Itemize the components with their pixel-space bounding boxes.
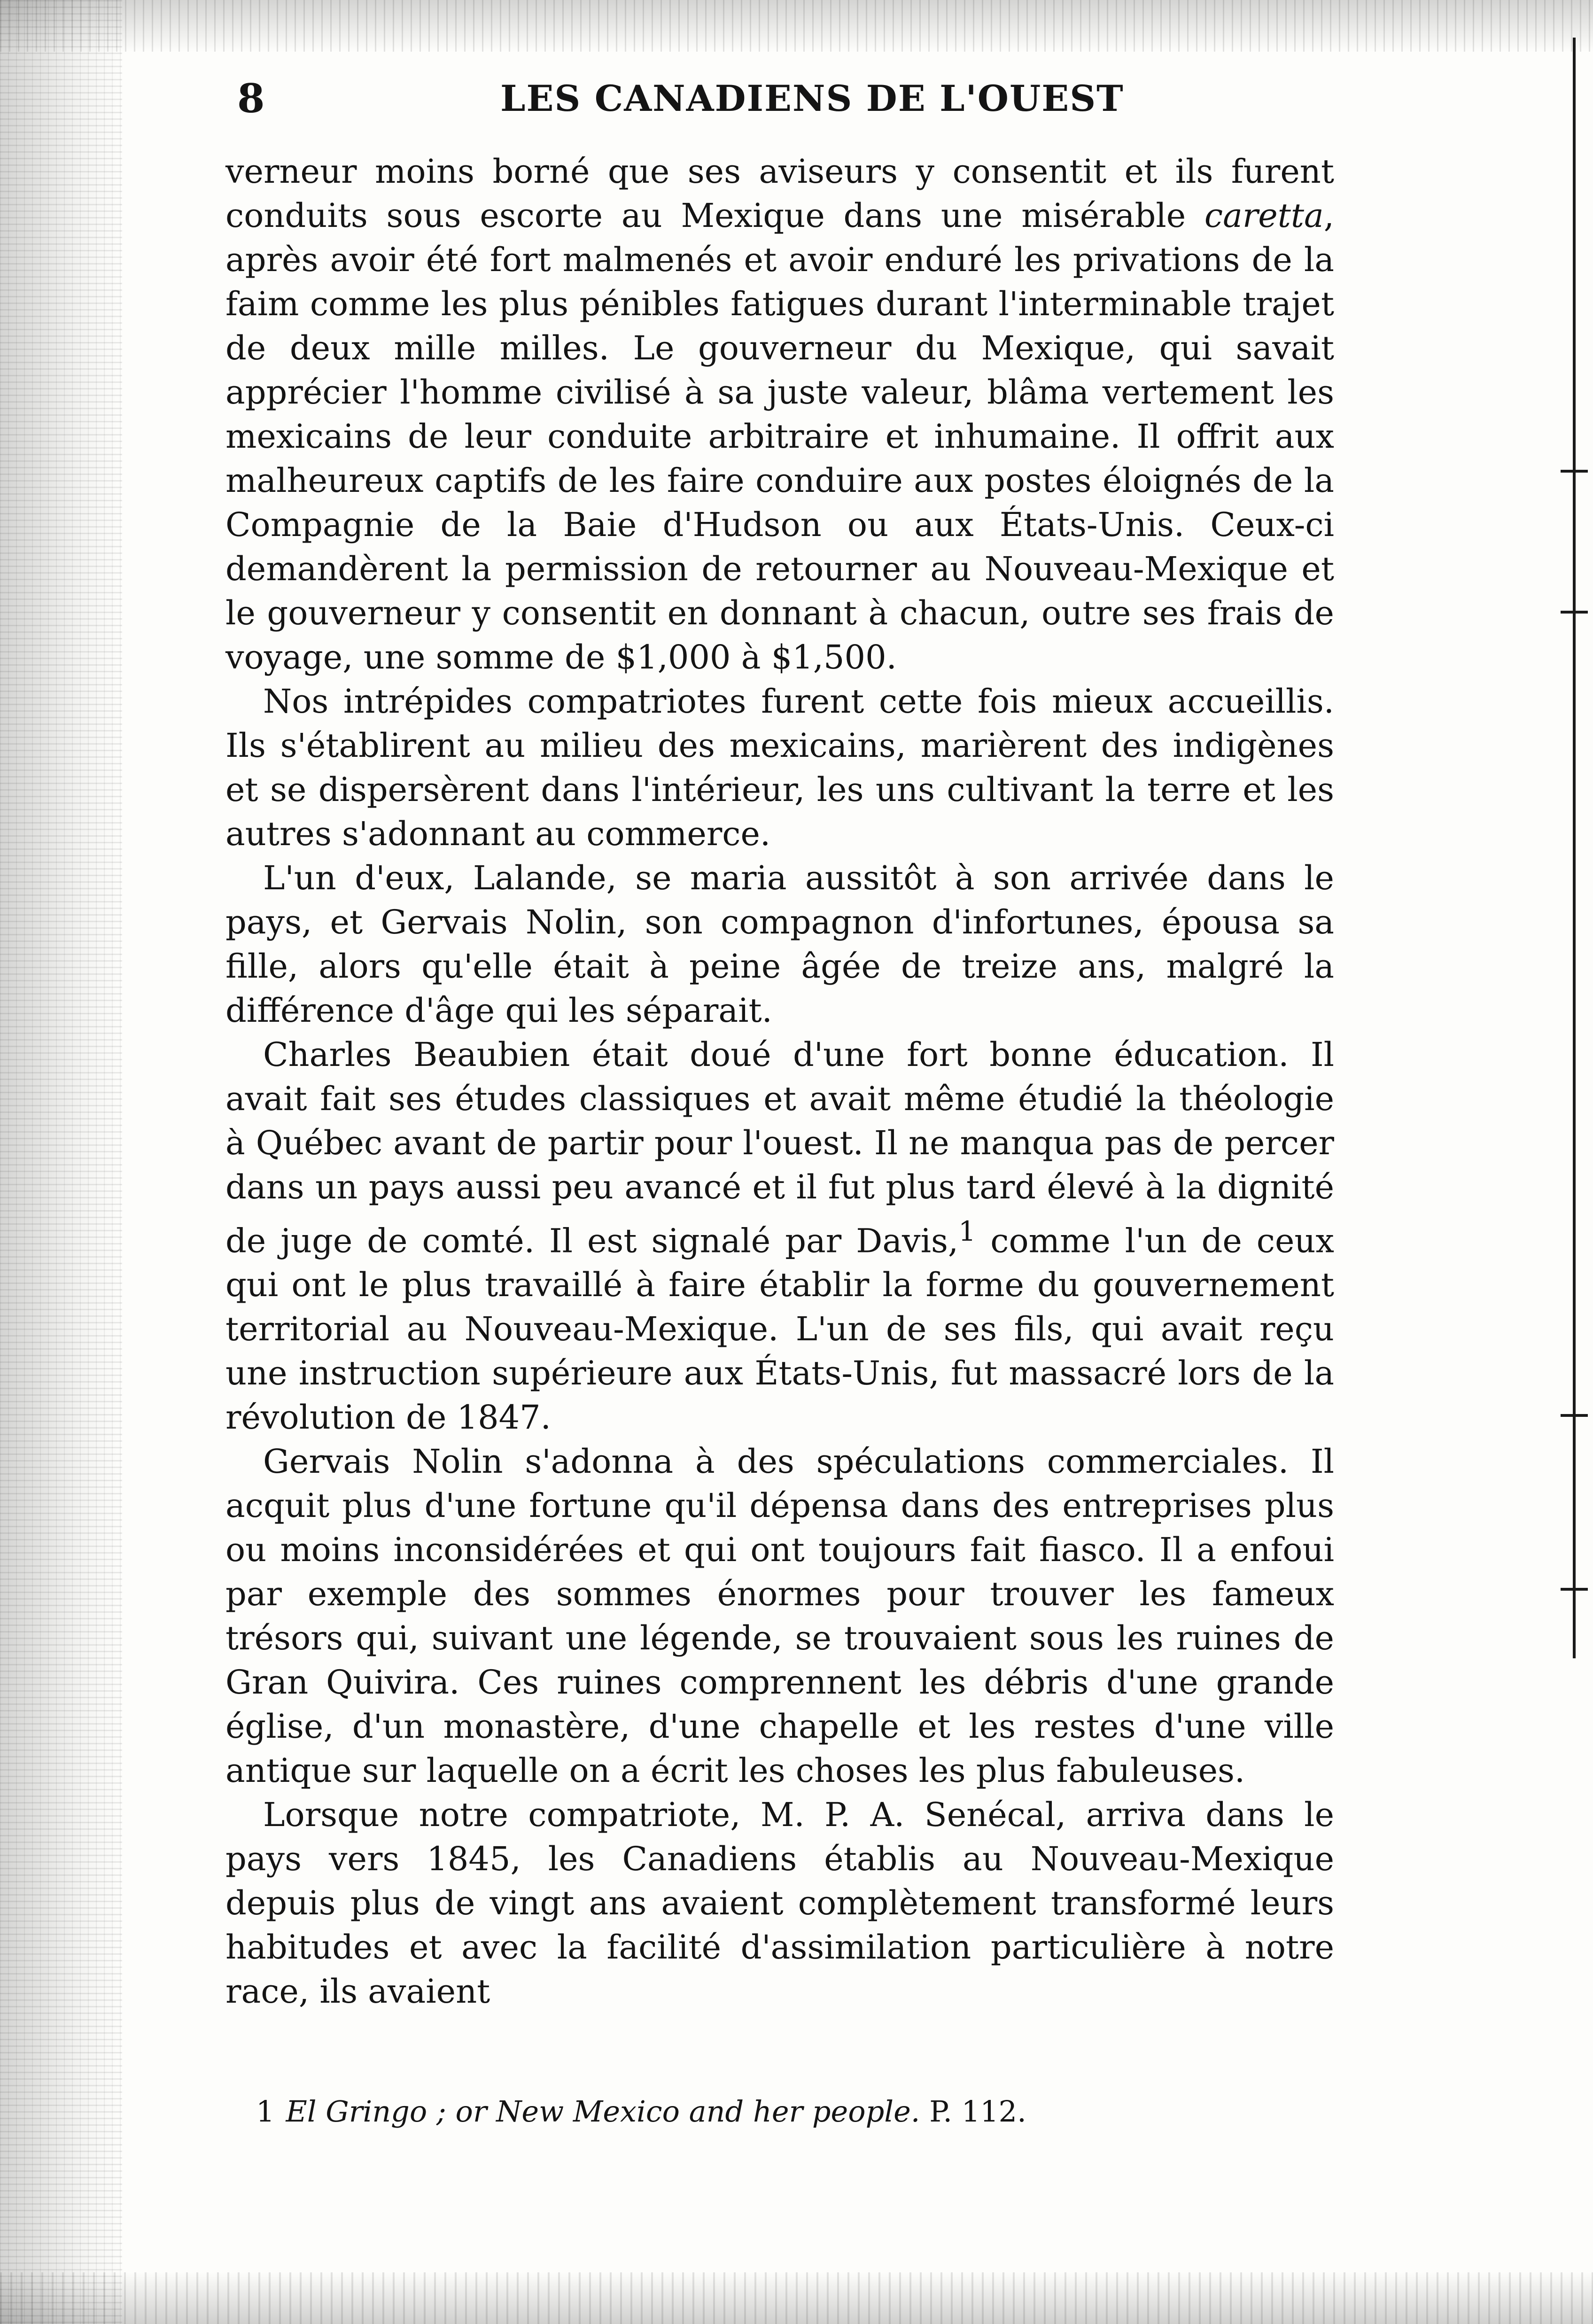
binding-tick — [1561, 1588, 1588, 1591]
italic-term: caretta — [1204, 196, 1324, 235]
paragraph: Lorsque notre compatriote, M. P. A. Senécal, arriva dans le pays vers 1845, les Canadiens établis au Nouveau-Mexique depuis plus de vingt ans avaient complètement transformé leurs habitudes et avec la facilité d'assimilation particulière à notre race, ils avaient — [225, 1795, 1334, 2011]
page-number: 8 — [237, 75, 265, 122]
footnote-page-ref: P. 112. — [920, 2094, 1026, 2129]
binding-tick — [1561, 470, 1588, 473]
paragraph-continuation: verneur moins borné que ses aviseurs y consentit et ils furent conduits sous escorte au Mexique dans une misérable caretta, après avoir été fort malmenés et avoir enduré les privations de la faim comme les plus pénibles fatigues durant l'interminable trajet de deux mille milles. Le gouverneur du Mexique, qui savait apprécier l'homme civilisé à sa juste valeur, blâma vertement les mexicains de leur conduite arbitraire et inhumaine. Il offrit aux malheureux captifs de les faire conduire aux postes éloignés de la Compagnie de la Baie d'Hudson ou aux États-Unis. Ceux-ci demandèrent la permission de retourner au Nouveau-Mexique et le gouverneur y consentit en donnant à chacun, outre ses frais de voyage, une somme de $1,000 à $1,500. — [225, 152, 1334, 676]
binding-tick — [1561, 611, 1588, 614]
footnote-title: El Gringo ; or New Mexico and her people. — [286, 2094, 920, 2129]
running-title: LES CANADIENS DE L'OUEST — [500, 78, 1124, 119]
scan-edge-bottom — [0, 2272, 1593, 2324]
footnote-number: 1 — [256, 2094, 275, 2129]
footnote-marker: 1 — [958, 1215, 976, 1247]
paragraph: Charles Beaubien était doué d'une fort bonne éducation. Il avait fait ses études classiques et avait même étudié la théologie à Québec avant de partir pour l'ouest. Il ne manqua pas de percer dans un pays aussi peu avancé et il fut plus tard élevé à la dignité de juge de comté. Il est signalé par Davis,$^1$ comme l'un de ceux qui ont le plus travaillé à faire établir la forme du gouvernement territorial au Nouveau-Mexique. L'un de ses fils, qui avait reçu une instruction supérieure aux États-Unis, fut massacré lors de la révolution de 1847. — [225, 1035, 1334, 1437]
footnote — [256, 2093, 1337, 2130]
paragraph: Nos intrépides compatriotes furent cette fois mieux accueillis. Ils s'établirent au milieu des mexicains, marièrent des indigènes et se dispersèrent dans l'intérieur, les uns cultivant la terre et les autres s'adonnant au commerce. — [225, 682, 1334, 853]
scan-edge-left — [0, 0, 122, 2324]
page-header — [237, 70, 1130, 127]
paragraph: L'un d'eux, Lalande, se maria aussitôt à son arrivée dans le pays, et Gervais Nolin, son compagnon d'infortunes, épousa sa fille, alors qu'elle était à peine âgée de treize ans, malgré la différence d'âge qui les séparait. — [225, 859, 1334, 1030]
scan-edge-top — [0, 0, 1593, 52]
body-text — [225, 149, 1334, 2013]
paragraph: Gervais Nolin s'adonna à des spéculations commerciales. Il acquit plus d'une fortune qu'il dépensa dans des entreprises plus ou moins inconsidérées et qui ont toujours fait fiasco. Il a enfoui par exemple des sommes énormes pour trouver les fameux trésors qui, suivant une légende, se trouvaient sous les ruines de Gran Quivira. Ces ruines comprennent les débris d'une grande église, d'un monastère, d'une chapelle et les restes d'une ville antique sur laquelle on a écrit les choses les plus fabuleuses. — [225, 1442, 1334, 1790]
binding-tick — [1561, 1414, 1588, 1417]
